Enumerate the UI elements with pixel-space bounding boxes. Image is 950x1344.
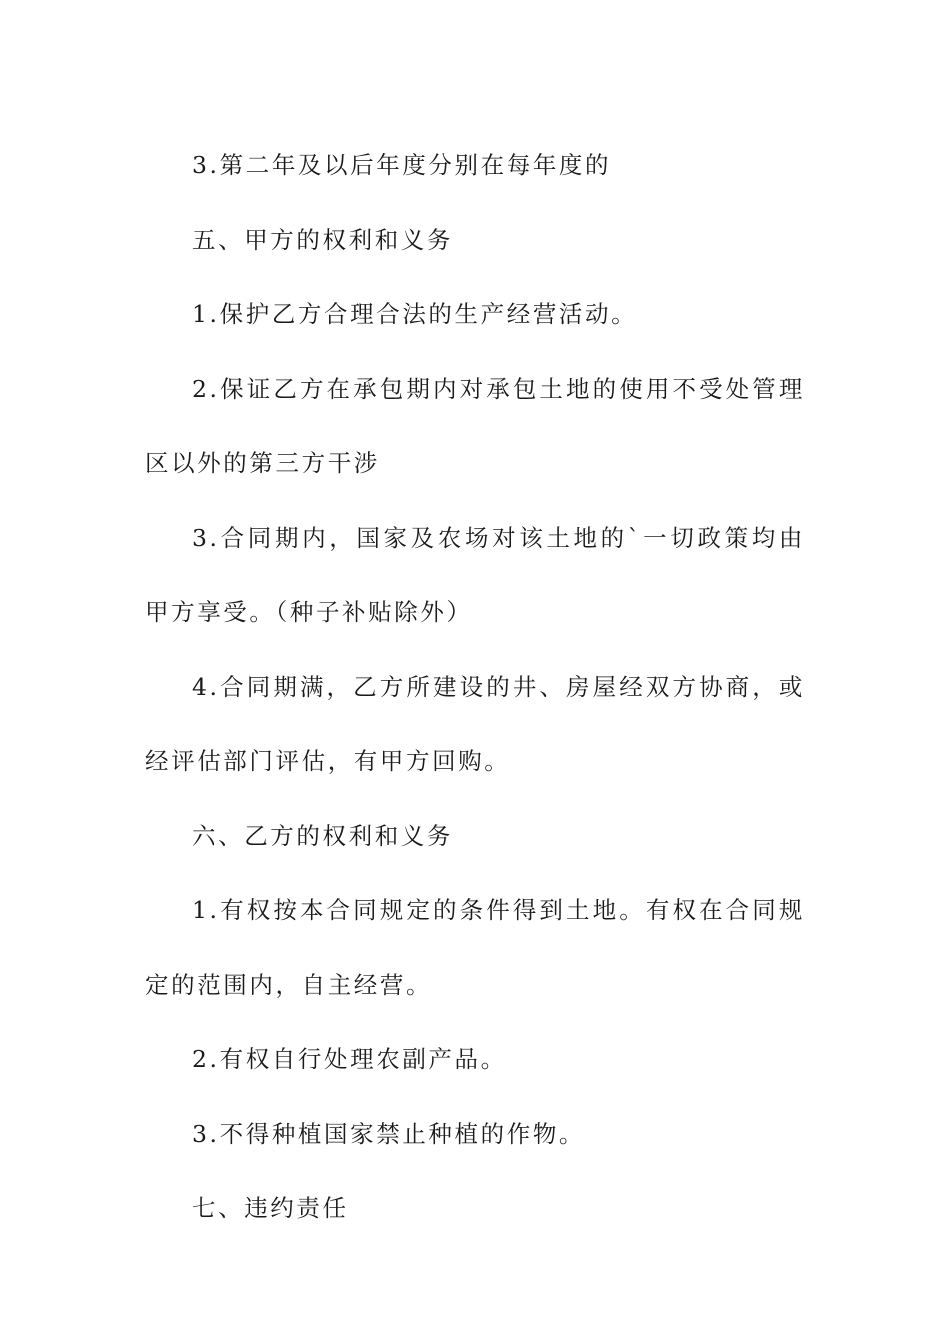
- paragraph-b-clause-2: 2.有权自行处理农副产品。: [192, 1045, 507, 1073]
- document-body: [145, 128, 805, 1246]
- paragraph-a-clause-1: 1.保护乙方合理合法的生产经营活动。: [192, 300, 638, 328]
- heading-party-a-rights: 五、甲方的权利和义务: [192, 225, 453, 254]
- paragraph-b-clause-3: 3.不得种植国家禁止种植的作物。: [192, 1119, 586, 1148]
- paragraph-a-clause-3: 3.合同期内，国家及农场对该土地的`一切政策均由甲方享受。（种子补贴除外）: [145, 523, 805, 626]
- paragraph-a-clause-2: 2.保证乙方在承包期内对承包土地的使用不受处管理区以外的第三方干涉: [145, 374, 805, 477]
- paragraph-a-clause-4: 4.合同期满，乙方所建设的井、房屋经双方协商，或经评估部门评估，有甲方回购。: [145, 672, 805, 775]
- paragraph-payment-subsequent-years: 3.第二年及以后年度分别在每年度的: [192, 151, 612, 179]
- heading-party-b-rights: 六、乙方的权利和义务: [192, 821, 453, 850]
- paragraph-b-clause-1: 1.有权按本合同规定的条件得到土地。有权在合同规定的范围内，自主经营。: [145, 896, 805, 999]
- heading-breach-liability: 七、违约责任: [192, 1194, 349, 1222]
